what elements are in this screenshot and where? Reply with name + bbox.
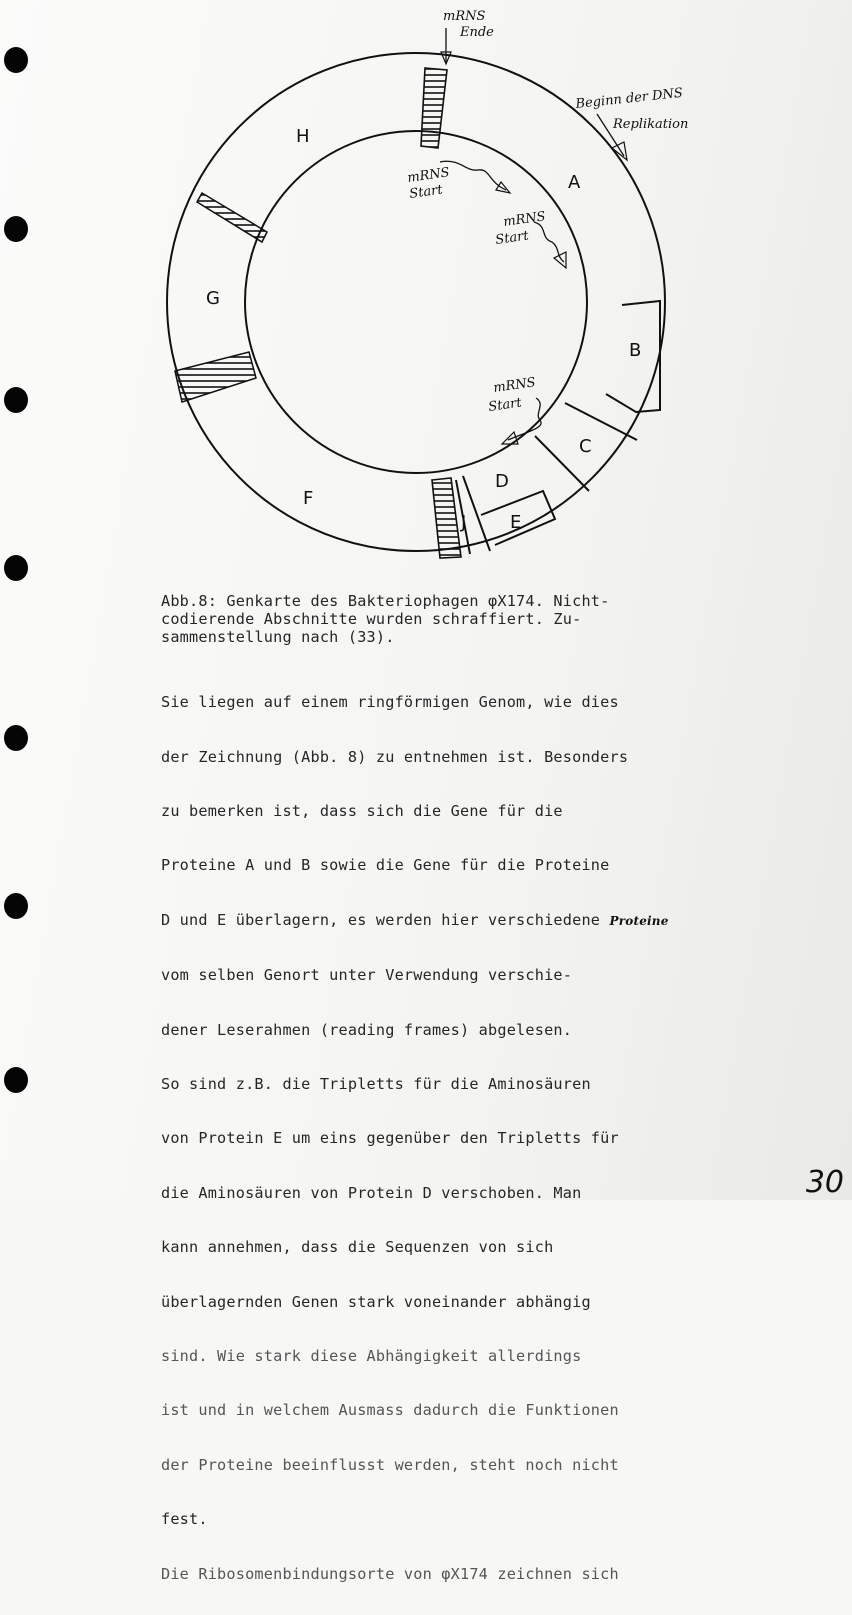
noncoding-region-bottom [432,478,461,558]
dns-begin-label-1: Beginn der DNS [574,85,684,112]
outer-ring [167,53,665,551]
gene-label-b: B [629,340,642,361]
binder-hole [4,725,28,751]
gene-label-a: A [568,172,581,193]
mrna-start3-label-2: Start [487,395,523,415]
noncoding-region-left-lower [175,352,256,402]
boundary-b-c [565,403,637,440]
binder-hole [4,1067,28,1093]
page-number: 30 [805,1165,844,1200]
body-line: die Aminosäuren von Protein D verschoben. Man [161,1183,582,1202]
mrna-end-label-1: mRNS [443,9,486,24]
caption-line: sammenstellung nach (33). [161,628,395,646]
body-line: Die Ribosomenbindungsorte von φX174 zeichnen sich [161,1564,619,1583]
mrna-end-label-2: Ende [460,25,494,40]
body-line: Proteine A und B sowie die Gene für die Proteine [161,856,610,875]
noncoding-region-left-upper [197,193,267,242]
body-line: vom selben Genort unter Verwendung verschie- [161,966,573,985]
figure-caption [161,592,721,646]
handwritten-insert: Proteine [609,913,669,928]
caption-line: codierende Abschnitte wurden schraffiert. Zu- [161,610,582,628]
mrna-start2-arrow [534,222,564,262]
mrna-start3-label-1: mRNS [492,375,537,396]
body-line: der Zeichnung (Abb. 8) zu entnehmen ist. Besonders [161,747,629,766]
body-line-text: D und E überlagern, es werden hier verschiedene [161,910,601,929]
noncoding-region-top [421,68,447,148]
mrna-start2-label-2: Start [494,228,530,248]
body-line: von Protein E um eins gegenüber den Tripletts für [161,1129,619,1148]
caption-line: Abb.8: Genkarte des Bakteriophagen φX174. Nicht- [161,592,610,610]
mrna-start1-label-2: Start [408,182,444,202]
body-line: dener Leserahmen (reading frames) abgelesen. [161,1020,573,1039]
dns-begin-label-2: Replikation [613,117,689,132]
binder-hole [4,893,28,919]
gene-label-g: G [206,288,220,309]
gene-label-h: H [296,126,310,147]
body-line: fest. [161,1510,208,1529]
gene-label-f: F [303,488,314,509]
mrna-start1-label-1: mRNS [406,165,451,186]
body-line: Sie liegen auf einem ringförmigen Genom, wie dies [161,693,619,712]
body-line: sind. Wie stark diese Abhängigkeit allerdings [161,1347,582,1366]
body-line [161,907,761,935]
body-line: zu bemerken ist, dass sich die Gene für die [161,802,563,821]
gene-label-e: E [510,512,522,533]
body-line: überlagernden Genen stark voneinander abhängig [161,1292,591,1311]
mrna-start2-label-1: mRNS [502,209,547,230]
body-text [161,662,761,1615]
body-line: der Proteine beeinflusst werden, steht noch nicht [161,1455,619,1474]
body-line: kann annehmen, dass die Sequenzen von sich [161,1238,554,1257]
gene-map-diagram [0,0,852,600]
body-line: ist und in welchem Ausmass dadurch die Funktionen [161,1401,619,1420]
body-line: So sind z.B. die Tripletts für die Aminosäuren [161,1075,591,1094]
gene-label-d: D [495,471,509,492]
gene-label-c: C [579,436,592,457]
gene-label-j: J [461,512,467,533]
